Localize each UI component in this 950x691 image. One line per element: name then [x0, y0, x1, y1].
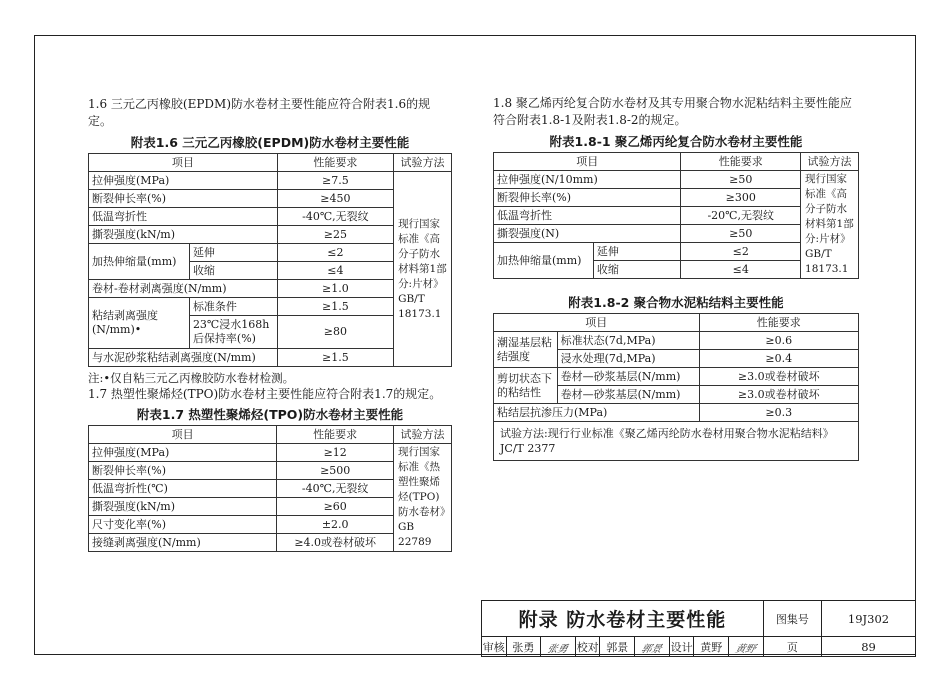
item-name: 断裂伸长率(%) — [89, 190, 278, 208]
item-value: ≥50 — [681, 171, 801, 189]
table-row — [89, 154, 452, 172]
item-name: 粘结层抗渗压力(MPa) — [494, 404, 700, 422]
item-sub: 卷材—砂浆基层(N/mm) — [557, 386, 699, 404]
item-name: 拉伸强度(MPa) — [89, 172, 278, 190]
title-block — [481, 600, 916, 657]
table-1-8-1-title: 附表1.8-1 聚乙烯丙纶复合防水卷材主要性能 — [549, 134, 803, 149]
table-row — [494, 171, 859, 189]
item-value: ≥80 — [277, 316, 393, 349]
test-method: 试验方法:现行行业标准《聚乙烯丙纶防水卷材用聚合物水泥粘结料》JC/T 2377 — [494, 422, 859, 461]
header-requirement: 性能要求 — [277, 154, 393, 172]
item-name: 尺寸变化率(%) — [89, 516, 277, 534]
item-value: ≥450 — [277, 190, 393, 208]
section-1-6-text: 1.6 三元乙丙橡胶(EPDM)防水卷材主要性能应符合附表1.6的规定。 — [88, 97, 431, 128]
drawing-title: 附录 防水卷材主要性能 — [482, 601, 764, 637]
item-value: ≥3.0或卷材破坏 — [699, 386, 858, 404]
header-method: 试验方法 — [801, 153, 859, 171]
title-row — [482, 601, 916, 637]
table-1-6-title: 附表1.6 三元乙丙橡胶(EPDM)防水卷材主要性能 — [130, 135, 410, 150]
section-1-7-text: 1.7 热塑性聚烯烃(TPO)防水卷材主要性能应符合附表1.7的规定。 — [88, 387, 442, 401]
header-item: 项目 — [89, 426, 277, 444]
item-name: 粘结剥离强度(N/mm)• — [89, 298, 190, 349]
item-sub: 卷材—砂浆基层(N/mm) — [557, 368, 699, 386]
atlas-number: 19J302 — [822, 601, 916, 637]
table-1-6-note: 注:•仅自粘三元乙丙橡胶防水卷材检测。 — [88, 371, 295, 385]
item-value: ≥1.5 — [277, 349, 393, 367]
item-value: ≤4 — [681, 261, 801, 279]
table-row — [494, 332, 859, 350]
item-value: -40℃,无裂纹 — [277, 208, 393, 226]
item-name: 撕裂强度(N) — [494, 225, 681, 243]
handwritten-signature: 郭景 — [640, 644, 663, 655]
item-name: 拉伸强度(MPa) — [89, 444, 277, 462]
test-method: 现行国家标准《高分子防水材料第1部分:片材》GB/T 18173.1 — [801, 171, 859, 279]
item-value: ≥500 — [277, 462, 394, 480]
item-name: 加热伸缩量(mm) — [494, 243, 594, 279]
item-value: ≥3.0或卷材破坏 — [699, 368, 858, 386]
item-sub: 收缩 — [593, 261, 681, 279]
item-name: 卷材-卷材剥离强度(N/mm) — [89, 280, 278, 298]
header-item: 项目 — [494, 153, 681, 171]
table-row — [89, 426, 452, 444]
item-value: ≥1.5 — [277, 298, 393, 316]
item-name: 断裂伸长率(%) — [89, 462, 277, 480]
item-value: ≥0.6 — [699, 332, 858, 350]
item-value: ≥25 — [277, 226, 393, 244]
table-1-7-title: 附表1.7 热塑性聚烯烃(TPO)防水卷材主要性能 — [136, 407, 404, 422]
item-sub: 收缩 — [189, 262, 277, 280]
table-1-6 — [88, 153, 452, 367]
signature-row — [482, 637, 916, 657]
item-sub: 延伸 — [189, 244, 277, 262]
table-1-8-2-title: 附表1.8-2 聚合物水泥粘结料主要性能 — [568, 295, 784, 310]
item-value: ≥1.0 — [277, 280, 393, 298]
item-value: ≥300 — [681, 189, 801, 207]
atlas-label: 图集号 — [763, 601, 821, 637]
table-1-8-1 — [493, 152, 859, 279]
review-label: 审核 — [482, 637, 507, 657]
item-value: ≥12 — [277, 444, 394, 462]
item-name: 拉伸强度(N/10mm) — [494, 171, 681, 189]
check-label: 校对 — [575, 637, 600, 657]
item-value: ≥4.0或卷材破坏 — [277, 534, 394, 552]
item-name: 低温弯折性 — [494, 207, 681, 225]
item-name: 与水泥砂浆粘结剥离强度(N/mm) — [89, 349, 278, 367]
design-label: 设计 — [669, 637, 694, 657]
item-sub: 延伸 — [593, 243, 681, 261]
table-1-7 — [88, 425, 452, 552]
header-item: 项目 — [89, 154, 278, 172]
section-1-8-text: 1.8 聚乙烯丙纶复合防水卷材及其专用聚合物水泥粘结料主要性能应符合附表1.8-1及附表1.8-2的规定。 — [493, 96, 852, 127]
item-name: 撕裂强度(kN/m) — [89, 498, 277, 516]
table-row — [494, 404, 859, 422]
header-requirement: 性能要求 — [699, 314, 858, 332]
left-column — [88, 96, 452, 552]
item-value: ≤2 — [277, 244, 393, 262]
item-name: 低温弯折性(℃) — [89, 480, 277, 498]
item-value: ≥0.3 — [699, 404, 858, 422]
header-requirement: 性能要求 — [277, 426, 394, 444]
item-sub: 浸水处理(7d,MPa) — [557, 350, 699, 368]
header-method: 试验方法 — [394, 426, 452, 444]
right-column — [493, 95, 859, 461]
design-signature — [729, 637, 764, 657]
item-name: 撕裂强度(kN/m) — [89, 226, 278, 244]
test-method: 现行国家标准《热塑性聚烯烃(TPO)防水卷材》GB 22789 — [394, 444, 452, 552]
item-sub: 23℃浸水168h后保持率(%) — [189, 316, 277, 349]
header-requirement: 性能要求 — [681, 153, 801, 171]
item-value: ≥60 — [277, 498, 394, 516]
handwritten-signature: 张勇 — [546, 644, 570, 655]
item-sub: 标准条件 — [189, 298, 277, 316]
item-name: 低温弯折性 — [89, 208, 278, 226]
table-row — [89, 444, 452, 462]
table-row — [494, 153, 859, 171]
item-value: ≥7.5 — [277, 172, 393, 190]
review-name: 张勇 — [506, 637, 541, 657]
check-signature — [635, 637, 670, 657]
test-method: 现行国家标准《高分子防水材料第1部分:片材》GB/T 18173.1 — [394, 172, 452, 367]
page-label: 页 — [763, 637, 821, 657]
review-signature — [541, 637, 576, 657]
item-value: ≤4 — [277, 262, 393, 280]
item-sub: 标准状态(7d,MPa) — [557, 332, 699, 350]
item-value: ≥50 — [681, 225, 801, 243]
item-value: ≤2 — [681, 243, 801, 261]
item-value: -40℃,无裂纹 — [277, 480, 394, 498]
table-row — [494, 368, 859, 386]
table-row — [494, 314, 859, 332]
item-name: 加热伸缩量(mm) — [89, 244, 190, 280]
group-name: 剪切状态下的粘结性 — [494, 368, 558, 404]
table-1-8-2 — [493, 313, 859, 461]
item-value: ≥0.4 — [699, 350, 858, 368]
design-name: 黄野 — [694, 637, 729, 657]
page-number: 89 — [822, 637, 916, 657]
item-name: 接缝剥离强度(N/mm) — [89, 534, 277, 552]
group-name: 潮湿基层粘结强度 — [494, 332, 558, 368]
check-name: 郭景 — [600, 637, 635, 657]
handwritten-signature: 黄野 — [733, 644, 757, 655]
item-name: 断裂伸长率(%) — [494, 189, 681, 207]
table-row — [89, 172, 452, 190]
table-row — [494, 422, 859, 461]
header-item: 项目 — [494, 314, 700, 332]
item-value: ±2.0 — [277, 516, 394, 534]
item-value: -20℃,无裂纹 — [681, 207, 801, 225]
header-method: 试验方法 — [394, 154, 452, 172]
